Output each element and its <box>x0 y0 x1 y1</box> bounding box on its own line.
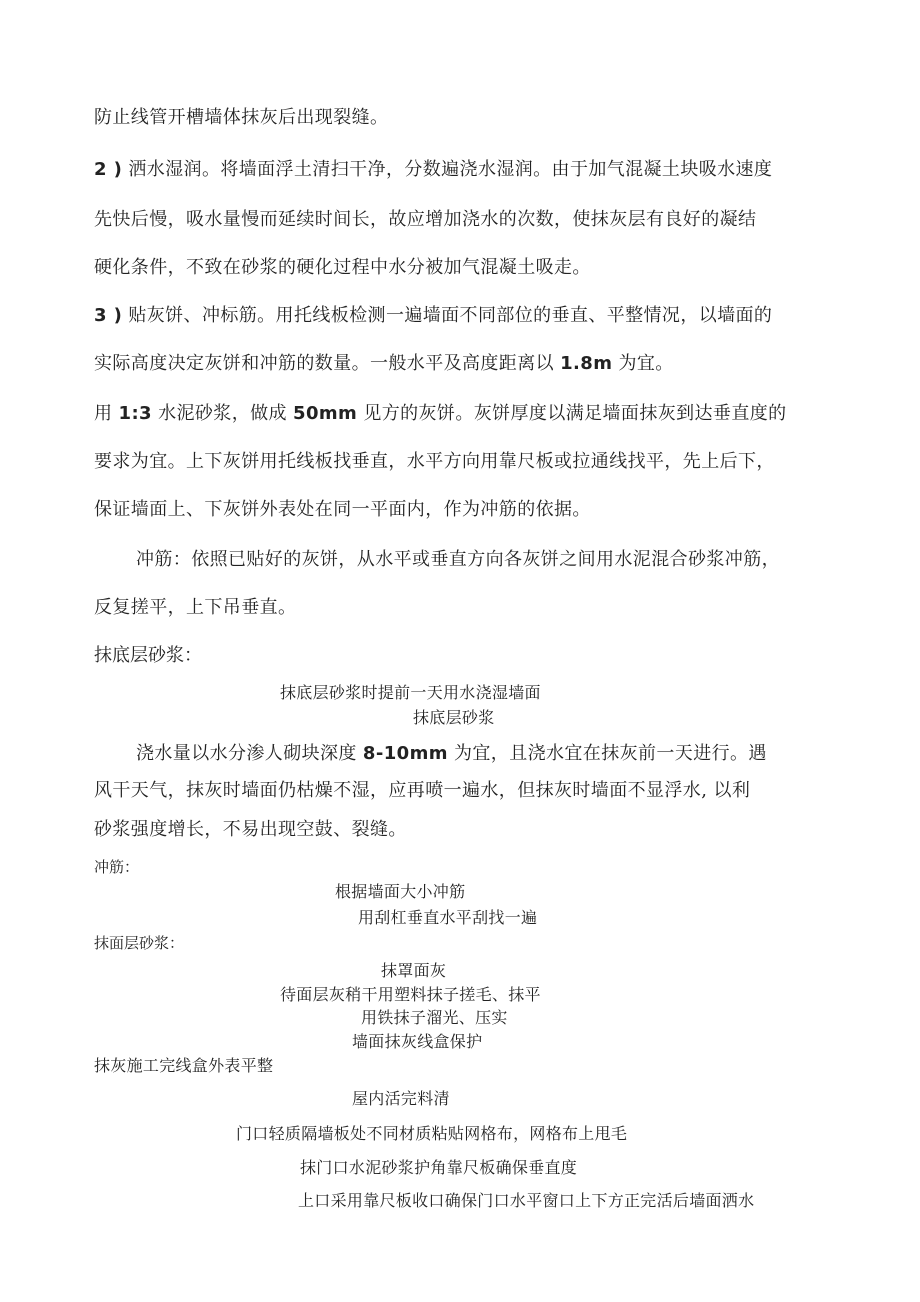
text-span: 贴灰饼、冲标筋。用托线板检测一遍墙面不同部位的垂直、平整情况，以墙面的 <box>122 305 773 326</box>
text-line: 反复搓平，上下吊垂直。 <box>94 597 297 618</box>
text-span: 实际高度决定灰饼和冲筋的数量。一般水平及高度距离以 <box>94 353 561 374</box>
text-line: 冲筋：依照已贴好的灰饼，从水平或垂直方向各灰饼之间用水泥混合砂浆冲筋， <box>136 549 780 570</box>
section-heading: 抹面层砂浆： <box>94 934 185 952</box>
text-span: 水泥砂浆，做成 <box>151 403 294 424</box>
text-line <box>94 301 772 327</box>
list-number: 3 ) <box>94 305 123 326</box>
text-span: 浇水量以水分渗人砌块深度 <box>136 743 363 764</box>
section-heading: 抹底层砂浆： <box>94 645 202 666</box>
text-span: 见方的灰饼。灰饼厚度以满足墙面抹灰到达垂直度的 <box>357 403 787 424</box>
flow-step: 用铁抹子溜光、压实 <box>361 1008 508 1027</box>
text-span: 洒水湿润。将墙面浮土清扫干净，分数遍浇水湿润。由于加气混凝土块吸水速度 <box>122 159 773 180</box>
flow-step: 抹底层砂浆时提前一天用水浇湿墙面 <box>280 683 541 702</box>
flow-step: 上口采用靠尺板收口确保门口水平窗口上下方正完活后墙面洒水 <box>298 1191 755 1210</box>
section-heading: 冲筋： <box>94 858 140 876</box>
value-emphasis: 50mm <box>293 403 358 424</box>
flow-step: 根据墙面大小冲筋 <box>335 882 466 901</box>
text-line: 风干天气，抹灰时墙面仍枯燥不湿，应再喷一遍水，但抹灰时墙面不显浮水, 以利 <box>94 780 751 801</box>
text-line: 保证墙面上、下灰饼外表处在同一平面内，作为冲筋的依据。 <box>94 499 591 520</box>
flow-step: 门口轻质隔墙板处不同材质粘贴网格布，网格布上甩毛 <box>236 1124 628 1143</box>
text-line: 先快后慢，吸水量慢而延续时间长，故应增加浇水的次数，使抹灰层有良好的凝结 <box>94 209 757 230</box>
flow-step: 墙面抹灰线盒保护 <box>352 1032 483 1051</box>
text-line: 要求为宜。上下灰饼用托线板找垂直，水平方向用靠尺板或拉通线找平，先上后下， <box>94 451 775 472</box>
text-line <box>136 739 767 765</box>
flow-step: 抹罩面灰 <box>381 961 447 980</box>
list-number: 2 ) <box>94 159 123 180</box>
text-line: 防止线管开槽墙体抹灰后出现裂缝。 <box>94 107 389 128</box>
value-emphasis: 8-10mm <box>362 743 448 764</box>
text-span: 为宜，且浇水宜在抹灰前一天进行。遇 <box>447 743 767 764</box>
text-line <box>94 399 787 425</box>
text-span: 用 <box>94 403 119 424</box>
flow-step: 抹门口水泥砂浆护角靠尺板确保垂直度 <box>300 1158 578 1177</box>
flow-step: 屋内活完料清 <box>352 1089 450 1108</box>
flow-step: 用刮杠垂直水平刮找一遍 <box>358 908 538 927</box>
value-emphasis: 1:3 <box>118 403 152 424</box>
flow-step: 待面层灰稍干用塑料抹子搓毛、抹平 <box>280 985 541 1004</box>
flow-step: 抹底层砂浆 <box>413 708 495 727</box>
value-emphasis: 1.8m <box>560 353 613 374</box>
text-line <box>94 349 674 375</box>
text-line: 砂浆强度增长，不易出现空鼓、裂缝。 <box>94 819 407 840</box>
text-line <box>94 155 772 181</box>
text-span: 为宜。 <box>612 353 674 374</box>
text-line: 硬化条件，不致在砂浆的硬化过程中水分被加气混凝土吸走。 <box>94 257 591 278</box>
flow-step: 抹灰施工完线盒外表平整 <box>94 1056 274 1075</box>
